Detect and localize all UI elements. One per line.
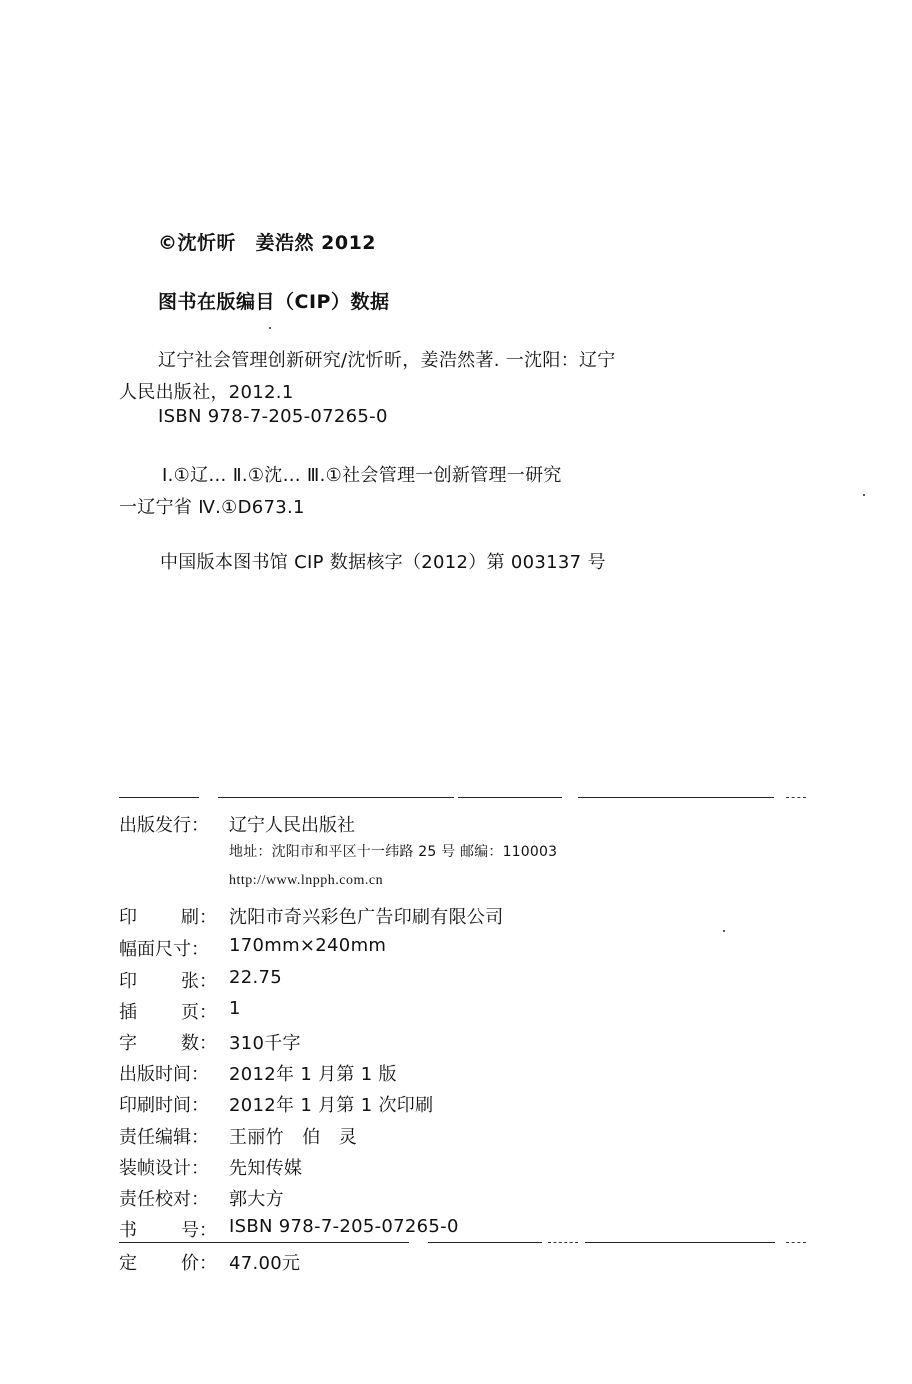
cip-classification-line-2: 一辽宁省 Ⅳ.①D673.1 (119, 497, 305, 518)
cip-isbn: ISBN 978-7-205-07265-0 (158, 406, 388, 427)
designer-value: 先知传媒 (229, 1158, 303, 1179)
copyright-authors: 沈忻昕 姜浩然 (177, 232, 315, 254)
isbn-value: ISBN 978-7-205-07265-0 (229, 1216, 459, 1237)
divider-top (458, 797, 562, 798)
price-value: 47.00元 (229, 1253, 301, 1274)
cip-heading: 图书在版编目（CIP）数据 (158, 291, 390, 313)
divider-top (218, 797, 454, 798)
publisher-name: 辽宁人民出版社 (229, 815, 355, 836)
divider-top (119, 797, 199, 798)
divider-bottom (428, 1242, 542, 1243)
cip-publisher-line: 人民出版社，2012.1 (119, 382, 294, 403)
divider-bottom (585, 1242, 775, 1243)
copyright-symbol: © (158, 232, 178, 254)
cip-title-line: 辽宁社会管理创新研究/沈忻昕，姜浩然著. 一沈阳：辽宁 (158, 350, 616, 371)
stray-mark (863, 494, 865, 496)
editor-value: 王丽竹 伯 灵 (229, 1127, 358, 1148)
divider-top (578, 797, 774, 798)
format-value: 170mm×240mm (229, 935, 387, 956)
inserts-value: 1 (229, 998, 241, 1019)
stray-mark (269, 327, 271, 329)
proofreader-value: 郭大方 (229, 1189, 284, 1210)
cip-record-number: 中国版本图书馆 CIP 数据核字（2012）第 003137 号 (160, 552, 606, 573)
print-date-value: 2012年 1 月第 1 次印刷 (229, 1095, 434, 1116)
printer-value: 沈阳市奇兴彩色广告印刷有限公司 (229, 907, 504, 928)
divider-bottom (119, 1242, 409, 1243)
divider-top (786, 797, 806, 798)
copyright-year: 2012 (321, 232, 377, 254)
stray-mark (723, 930, 725, 932)
publisher-address: 地址：沈阳市和平区十一纬路 25 号 邮编：110003 (229, 844, 558, 860)
divider-bottom (786, 1242, 806, 1243)
word-count-value: 310千字 (229, 1033, 301, 1054)
copyright-line (158, 228, 376, 255)
publisher-label: 出版发行： (119, 815, 209, 836)
divider-bottom (548, 1242, 578, 1243)
publish-date-value: 2012年 1 月第 1 版 (229, 1064, 397, 1085)
sheets-value: 22.75 (229, 967, 283, 988)
cip-classification-line: Ⅰ.①辽… Ⅱ.①沈… Ⅲ.①社会管理一创新管理一研究 (162, 465, 562, 486)
publisher-website: http://www.lnpph.com.cn (229, 873, 384, 888)
